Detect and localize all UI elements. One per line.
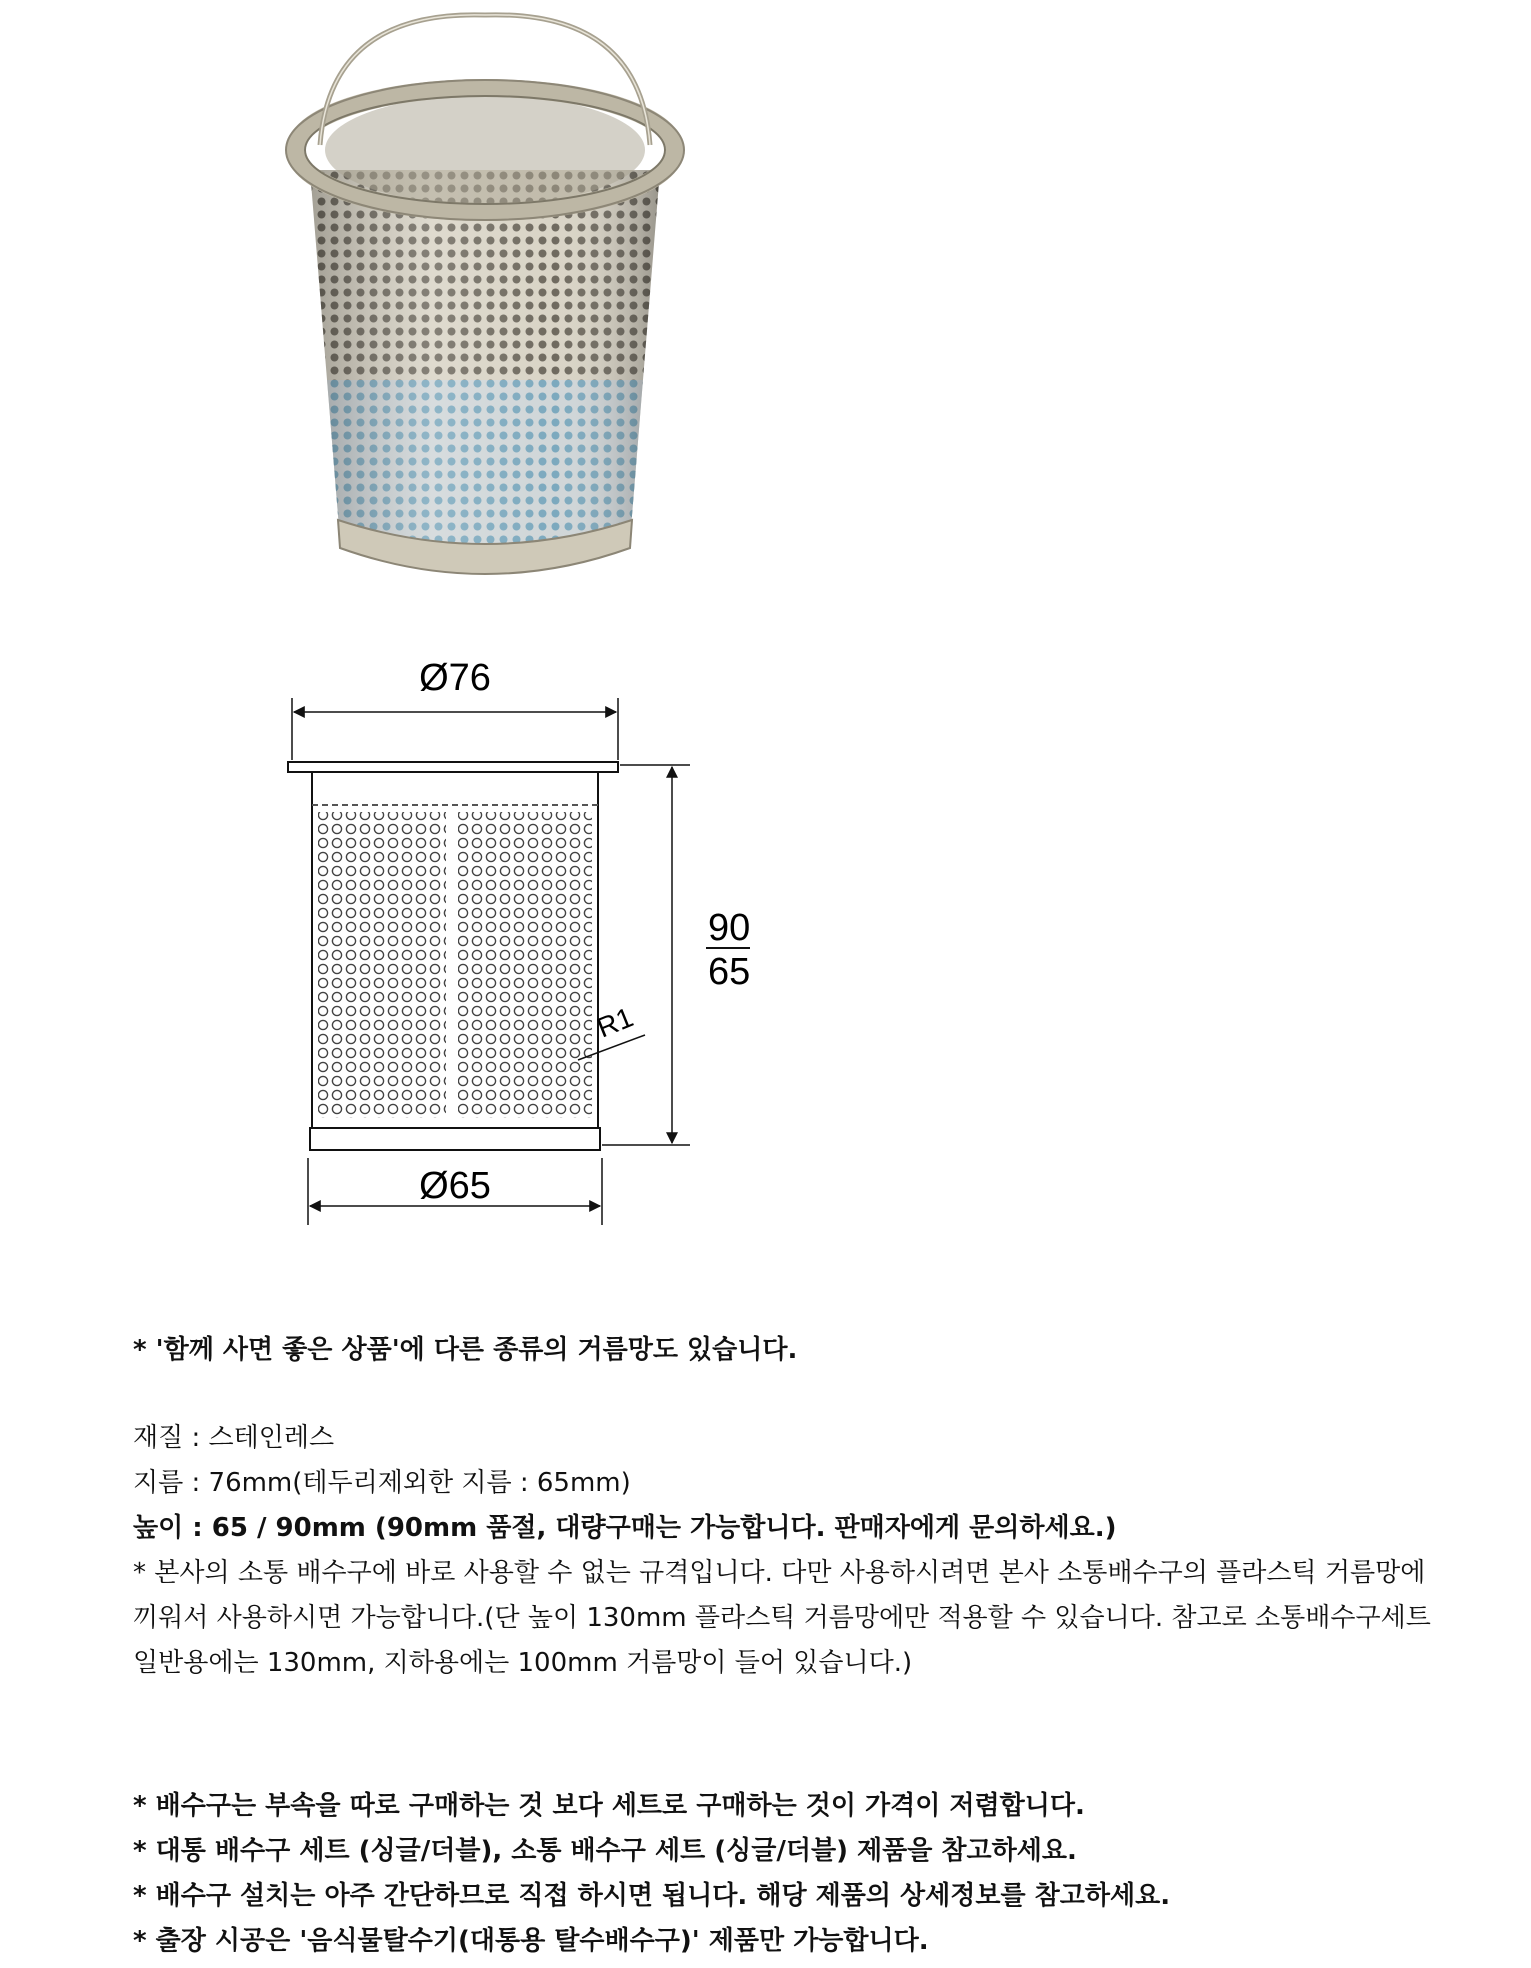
radius-label: R1 (592, 1001, 638, 1044)
height-upper-label: 90 (708, 907, 751, 949)
footer-note: * 대통 배수구 세트 (싱글/더블), 소통 배수구 세트 (싱글/더블) 제품을 참고하세요. (133, 1836, 1077, 1866)
top-diameter-label: Ø76 (419, 657, 491, 699)
height-spec: 높이 : 65 / 90mm (90mm 품절, 대량구매는 가능합니다. 판매자에게 문의하세요.) (133, 1513, 1117, 1543)
bottom-diameter-label: Ø65 (419, 1165, 491, 1207)
material-spec: 재질 : 스테인레스 (133, 1423, 335, 1453)
footer-note: * 출장 시공은 '음식물탈수기(대통용 탈수배수구)' 제품만 가능합니다. (133, 1926, 929, 1956)
footer-note: * 배수구 설치는 아주 간단하므로 직접 하시면 됩니다. 해당 제품의 상세정보를 참고하세요. (133, 1881, 1171, 1911)
height-lower-label: 65 (708, 951, 751, 993)
notice-section (133, 1328, 1433, 1373)
spec-section (133, 1416, 1433, 1686)
product-photo (250, 0, 710, 610)
compatibility-note: * 본사의 소통 배수구에 바로 사용할 수 없는 규격입니다. 다만 사용하시려면 본사 소통배수구의 플라스틱 거름망에 끼워서 사용하시면 가능합니다.(단 높이 130mm 플라스틱 거름망에만 적용할 수 있습니다. 참고로 소통배수구세트 일반용에는 130mm, 지하용에는 100mm 거름망이 들어 있습니다.) (133, 1558, 1431, 1678)
related-products-notice: * '함께 사면 좋은 상품'에 다른 종류의 거름망도 있습니다. (133, 1335, 798, 1365)
dimension-drawing (260, 640, 780, 1240)
footer-note: * 배수구는 부속을 따로 구매하는 것 보다 세트로 구매하는 것이 가격이 저렴합니다. (133, 1791, 1085, 1821)
diameter-spec: 지름 : 76mm(테두리제외한 지름 : 65mm) (133, 1468, 631, 1498)
footer-notes (133, 1784, 1433, 1964)
